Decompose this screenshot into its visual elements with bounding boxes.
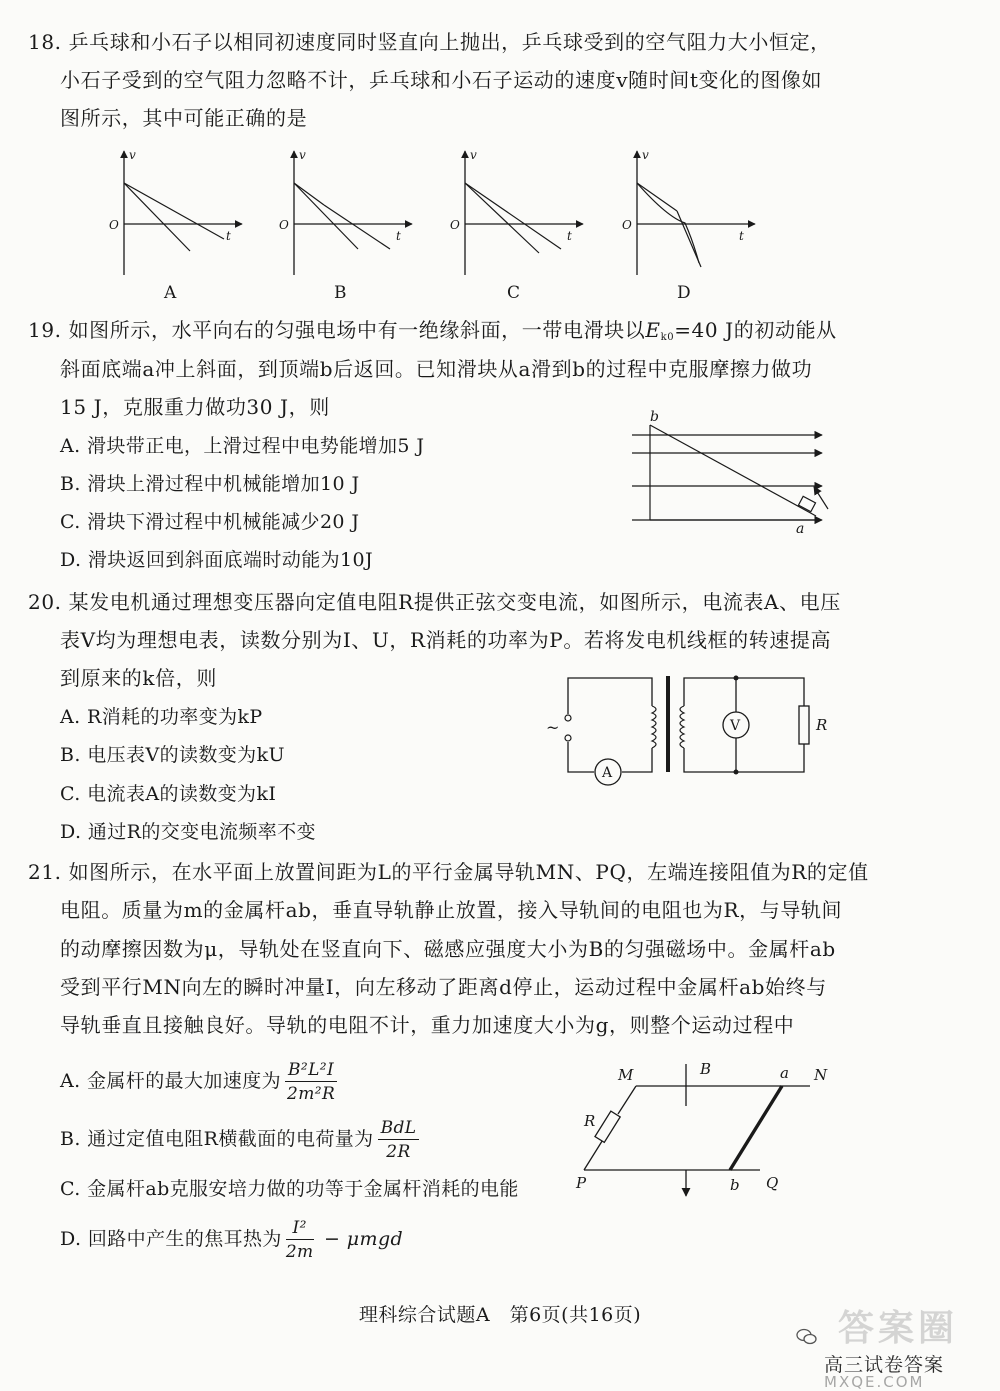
q21-option-a-den: 2m²R (287, 1084, 336, 1104)
q21-option-a-fraction (285, 1060, 337, 1104)
graph-b-t-label: t (396, 229, 401, 243)
junction-top (734, 676, 739, 681)
q21-option-b (60, 1118, 423, 1162)
q21-option-a-num: B²L²I (285, 1060, 337, 1082)
slider-velocity-arrow (814, 487, 828, 509)
q19-option-c: C. 滑块下滑过程中机械能减少20 J (60, 511, 360, 533)
graph-b-origin: O (279, 218, 289, 232)
graph-a-origin: O (109, 218, 119, 232)
primary-wire-top (568, 678, 652, 714)
q20-option-d: D. 通过R的交变电流频率不变 (60, 821, 316, 843)
graph-b-line-2 (294, 183, 324, 205)
q21-option-a (60, 1060, 341, 1104)
q21-option-d-num: I² (286, 1218, 314, 1240)
q21-option-b-den: 2R (386, 1142, 411, 1162)
q19-ek: E (645, 318, 661, 342)
graph-b-v-label: v (299, 148, 306, 162)
label-p: P (576, 1174, 587, 1192)
q19-line-1a: 19. 如图所示，水平向右的匀强电场中有一绝缘斜面，一带电滑块以 (28, 318, 646, 342)
source-terminal-top (565, 715, 571, 721)
junction-bottom (734, 770, 739, 775)
q18-line-1: 18. 乒乓球和小石子以相同初速度同时竖直向上抛出，乒乓球受到的空气阻力大小恒定， (28, 30, 831, 54)
q20-line-2: 表V均为理想电表，读数分别为I、U，R消耗的功率为P。若将发电机线框的转速提高 (60, 628, 832, 652)
q21-option-d-fraction (286, 1218, 314, 1262)
q19-line-3: 15 J，克服重力做功30 J，则 (60, 395, 330, 419)
graph-d-v-label: v (642, 148, 649, 162)
q21-option-d-text: D. 回路中产生的焦耳热为 (60, 1228, 282, 1250)
q18-line-2: 小石子受到的空气阻力忽略不计，乒乓球和小石子运动的速度v随时间t变化的图像如 (60, 68, 823, 92)
q19-option-d: D. 滑块返回到斜面底端时动能为10J (60, 549, 374, 571)
ammeter-label: A (602, 765, 613, 781)
graph-c-line-1 (465, 183, 539, 253)
label-r: R (584, 1112, 596, 1130)
q21-option-d (60, 1218, 403, 1262)
q19-option-b: B. 滑块上滑过程中机械能增加10 J (60, 473, 360, 495)
secondary-coil (680, 706, 684, 748)
watermark-main: 高三试卷答案 (824, 1354, 945, 1376)
graph-b-label: B (334, 283, 347, 303)
graph-d-line-1 (637, 183, 677, 211)
primary-wire-bottom (568, 742, 594, 772)
source-terminal-bottom (565, 735, 571, 741)
q20-option-c: C. 电流表A的读数变为kI (60, 783, 277, 805)
q21-line-1: 21. 如图所示，在水平面上放置间距为L的平行金属导轨MN、PQ，左端连接阻值为R的定值 (28, 860, 869, 884)
incline-label-b: b (650, 409, 659, 425)
graph-a-label: A (164, 283, 177, 303)
q21-line-4: 受到平行MN向左的瞬时冲量I，向左移动了距离d停止，运动过程中金属杆ab始终与 (60, 975, 827, 999)
resistor-label: R (816, 716, 828, 734)
graph-c-line-2 (465, 183, 561, 249)
graph-c-v-label: v (470, 148, 477, 162)
graph-a (109, 148, 242, 303)
page-footer: 理科综合试题A 第6页(共16页) (358, 1304, 642, 1326)
label-b-rod: b (730, 1176, 740, 1194)
graph-a-t-label: t (226, 229, 231, 243)
q19-ek-sub: k0 (660, 332, 675, 343)
q19-line-1 (28, 316, 837, 352)
graph-a-v-label: v (129, 148, 136, 162)
ac-source-icon: ~ (546, 718, 560, 737)
graph-a-line-1 (124, 183, 190, 251)
graph-c-t-label: t (567, 229, 572, 243)
graph-a-line-2 (124, 183, 224, 239)
q21-line-3: 的动摩擦因数为μ，导轨处在竖直向下、磁感应强度大小为B的匀强磁场中。金属杆ab (60, 937, 836, 961)
q21-line-5: 导轨垂直且接触良好。导轨的电阻不计，重力加速度大小为g，则整个运动过程中 (60, 1013, 795, 1037)
graph-d-origin: O (622, 218, 632, 232)
label-b-field: B (700, 1060, 712, 1078)
graph-d-line-3 (637, 183, 699, 263)
q18-line-3: 图所示，其中可能正确的是 (60, 106, 308, 130)
incline-surface (650, 425, 816, 516)
resistor-r (595, 1111, 620, 1142)
secondary-wire-top (684, 678, 804, 706)
q19-line-2: 斜面底端a冲上斜面，到顶端b后返回。已知滑块从a滑到b的过程中克服摩擦力做功 (60, 357, 813, 381)
q18-graphs (0, 145, 1000, 305)
q21-option-a-text: A. 金属杆的最大加速度为 (60, 1070, 282, 1092)
q20-line-3: 到原来的k倍，则 (60, 666, 217, 690)
graph-c-origin: O (450, 218, 460, 232)
q20-line-1: 20. 某发电机通过理想变压器向定值电阻R提供正弦交变电流，如图所示，电流表A、电压 (28, 590, 841, 614)
graph-b-line-1 (294, 183, 358, 249)
graph-b (279, 148, 412, 303)
q21-option-c: C. 金属杆ab克服安培力做的功等于金属杆消耗的电能 (60, 1178, 519, 1200)
graph-c-label: C (507, 283, 521, 303)
q19-line-1b: =40 J的初动能从 (674, 318, 837, 342)
q19-figure (630, 409, 850, 545)
watermark-logo: 答案圈 (838, 1308, 959, 1349)
rail-left-upper (618, 1086, 636, 1114)
label-a: a (780, 1064, 789, 1082)
voltmeter-label: V (730, 718, 741, 734)
label-n: N (814, 1066, 828, 1084)
graph-c (450, 148, 583, 303)
q21-line-2: 电阻。质量为m的金属杆ab，垂直导轨静止放置，接入导轨间的电阻也为R，与导轨间 (60, 898, 843, 922)
wechat-icon (796, 1328, 818, 1350)
label-m: M (618, 1066, 634, 1084)
graph-d-label: D (677, 283, 691, 303)
q20-option-a: A. R消耗的功率变为kP (60, 706, 263, 728)
watermark-site: MXQE.COM (824, 1373, 925, 1391)
q21-option-b-num: BdL (378, 1118, 420, 1140)
graph-b-line-3 (324, 205, 390, 249)
graph-d (622, 148, 755, 303)
incline-label-a: a (796, 521, 805, 537)
graph-d-t-label: t (739, 229, 744, 243)
resistor-r (799, 706, 809, 744)
label-q: Q (766, 1174, 779, 1192)
secondary-wire-bottom (684, 744, 804, 772)
primary-wire-bottom-2 (622, 748, 652, 772)
metal-rod-ab (730, 1086, 782, 1170)
primary-coil (652, 706, 656, 748)
slider-block (798, 496, 815, 511)
q20-circuit (546, 672, 840, 792)
q21-option-b-fraction (378, 1118, 420, 1162)
q21-option-d-den: 2m (285, 1242, 314, 1262)
q21-option-b-text: B. 通过定值电阻R横截面的电荷量为 (60, 1128, 374, 1150)
q19-option-a: A. 滑块带正电，上滑过程中电势能增加5 J (60, 435, 425, 457)
q20-option-b: B. 电压表V的读数变为kU (60, 744, 285, 766)
q21-option-d-tail: − μmgd (317, 1228, 404, 1250)
rail-left-lower (584, 1138, 604, 1170)
q21-figure (574, 1060, 834, 1200)
